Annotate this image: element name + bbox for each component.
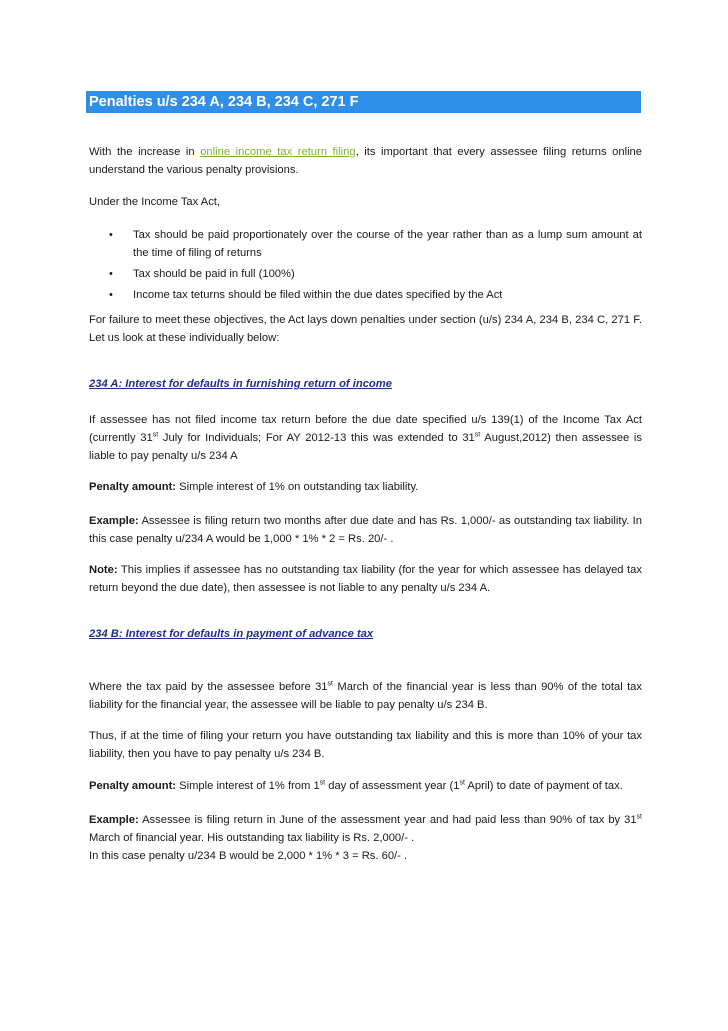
s234b-penalty-amount — [89, 777, 642, 795]
example-label: Example: — [89, 814, 139, 826]
text: August,2012) then assessee is liable to pay penalty u/s 234 A — [89, 432, 642, 462]
s234b-paragraph-1 — [89, 678, 642, 714]
online-filing-link[interactable]: online income tax return filing — [200, 146, 356, 158]
intro-paragraph — [89, 143, 642, 179]
list-item-text: Income tax teturns should be filed within the due dates specified by the Act — [133, 289, 503, 301]
s234a-paragraph-1 — [89, 411, 642, 465]
superscript: st — [474, 431, 481, 439]
penalty-label: Penalty amount: — [89, 481, 177, 493]
example-text: Assessee is filing return two months after due date and has Rs. 1,000/- as outstanding tax liability. In this case penalty u/234 A would be 1,000 * 1% * 2 = Rs. 20/- . — [89, 515, 642, 545]
superscript: st — [319, 779, 326, 787]
text: March of the financial year is less than 90% of the total tax liability for the financial year, the assessee will be liable to pay penalty u/s 234 B. — [89, 681, 642, 711]
s234a-note — [89, 561, 642, 597]
text: day of assessment year (1 — [325, 780, 460, 792]
list-item — [89, 265, 642, 283]
section-heading-234a: 234 A: Interest for defaults in furnishing return of income — [89, 378, 392, 390]
s234a-example — [89, 512, 642, 548]
list-item-text: Tax should be paid proportionately over the course of the year rather than as a lump sum amount at the time of filing of returns — [133, 229, 642, 259]
page-title: Penalties u/s 234 A, 234 B, 234 C, 271 F — [86, 91, 641, 113]
superscript: st — [327, 680, 333, 688]
list-item-text: Tax should be paid in full (100%) — [133, 268, 295, 280]
bullet-icon: • — [109, 268, 113, 280]
text: Assessee is filing return in June of the assessment year and had paid less than 90% of tax by 31 — [138, 814, 637, 826]
superscript: st — [152, 431, 159, 439]
list-item — [89, 286, 642, 304]
text: July for Individuals; For AY 2012-13 this was extended to 31 — [158, 432, 475, 444]
text: April) to date of payment of tax. — [464, 780, 623, 792]
s234b-paragraph-2: Thus, if at the time of filing your return you have outstanding tax liability and this is more than 10% of your tax liability, then you have to pay penalty u/s 234 B. — [89, 730, 642, 760]
text: Where the tax paid by the assessee before 31 — [89, 681, 328, 693]
text: March of financial year. His outstanding tax liability is Rs. 2,000/- . — [89, 832, 415, 844]
bullet-icon: • — [109, 229, 113, 241]
superscript: st — [459, 779, 465, 787]
section-heading-234b: 234 B: Interest for defaults in payment of advance tax — [89, 628, 374, 640]
failure-paragraph: For failure to meet these objectives, the Act lays down penalties under section (u/s) 234 A, 234 B, 234 C, 271 F. Let us look at these individually below: — [89, 314, 642, 344]
note-text: This implies if assessee has no outstanding tax liability (for the year for which assessee has delayed tax return beyond the due date), then assessee is not liable to any penalty u/s 234 A. — [89, 564, 642, 594]
s234b-example — [89, 811, 642, 847]
superscript: st — [636, 813, 642, 821]
under-act-text: Under the Income Tax Act, — [89, 196, 221, 208]
note-label: Note: — [89, 564, 118, 576]
penalty-label: Penalty amount: — [89, 780, 177, 792]
penalty-text: Simple interest of 1% on outstanding tax liability. — [176, 481, 419, 493]
bullet-icon: • — [109, 289, 113, 301]
intro-text-before: With the increase in — [89, 146, 201, 158]
list-item — [89, 226, 642, 262]
intro-text-after: , its important that every assessee filing returns online understand the various penalty provisions. — [89, 146, 643, 176]
text: Simple interest of 1% from 1 — [176, 780, 320, 792]
example-label: Example: — [89, 515, 139, 527]
objectives-list — [89, 226, 642, 307]
text: If assessee has not filed income tax return before the due date specified u/s 139(1) of the Income Tax Act (currently 31 — [89, 414, 642, 444]
s234b-example-line-2: In this case penalty u/234 B would be 2,000 * 1% * 3 = Rs. 60/- . — [89, 850, 408, 862]
s234a-penalty-amount — [89, 478, 642, 496]
